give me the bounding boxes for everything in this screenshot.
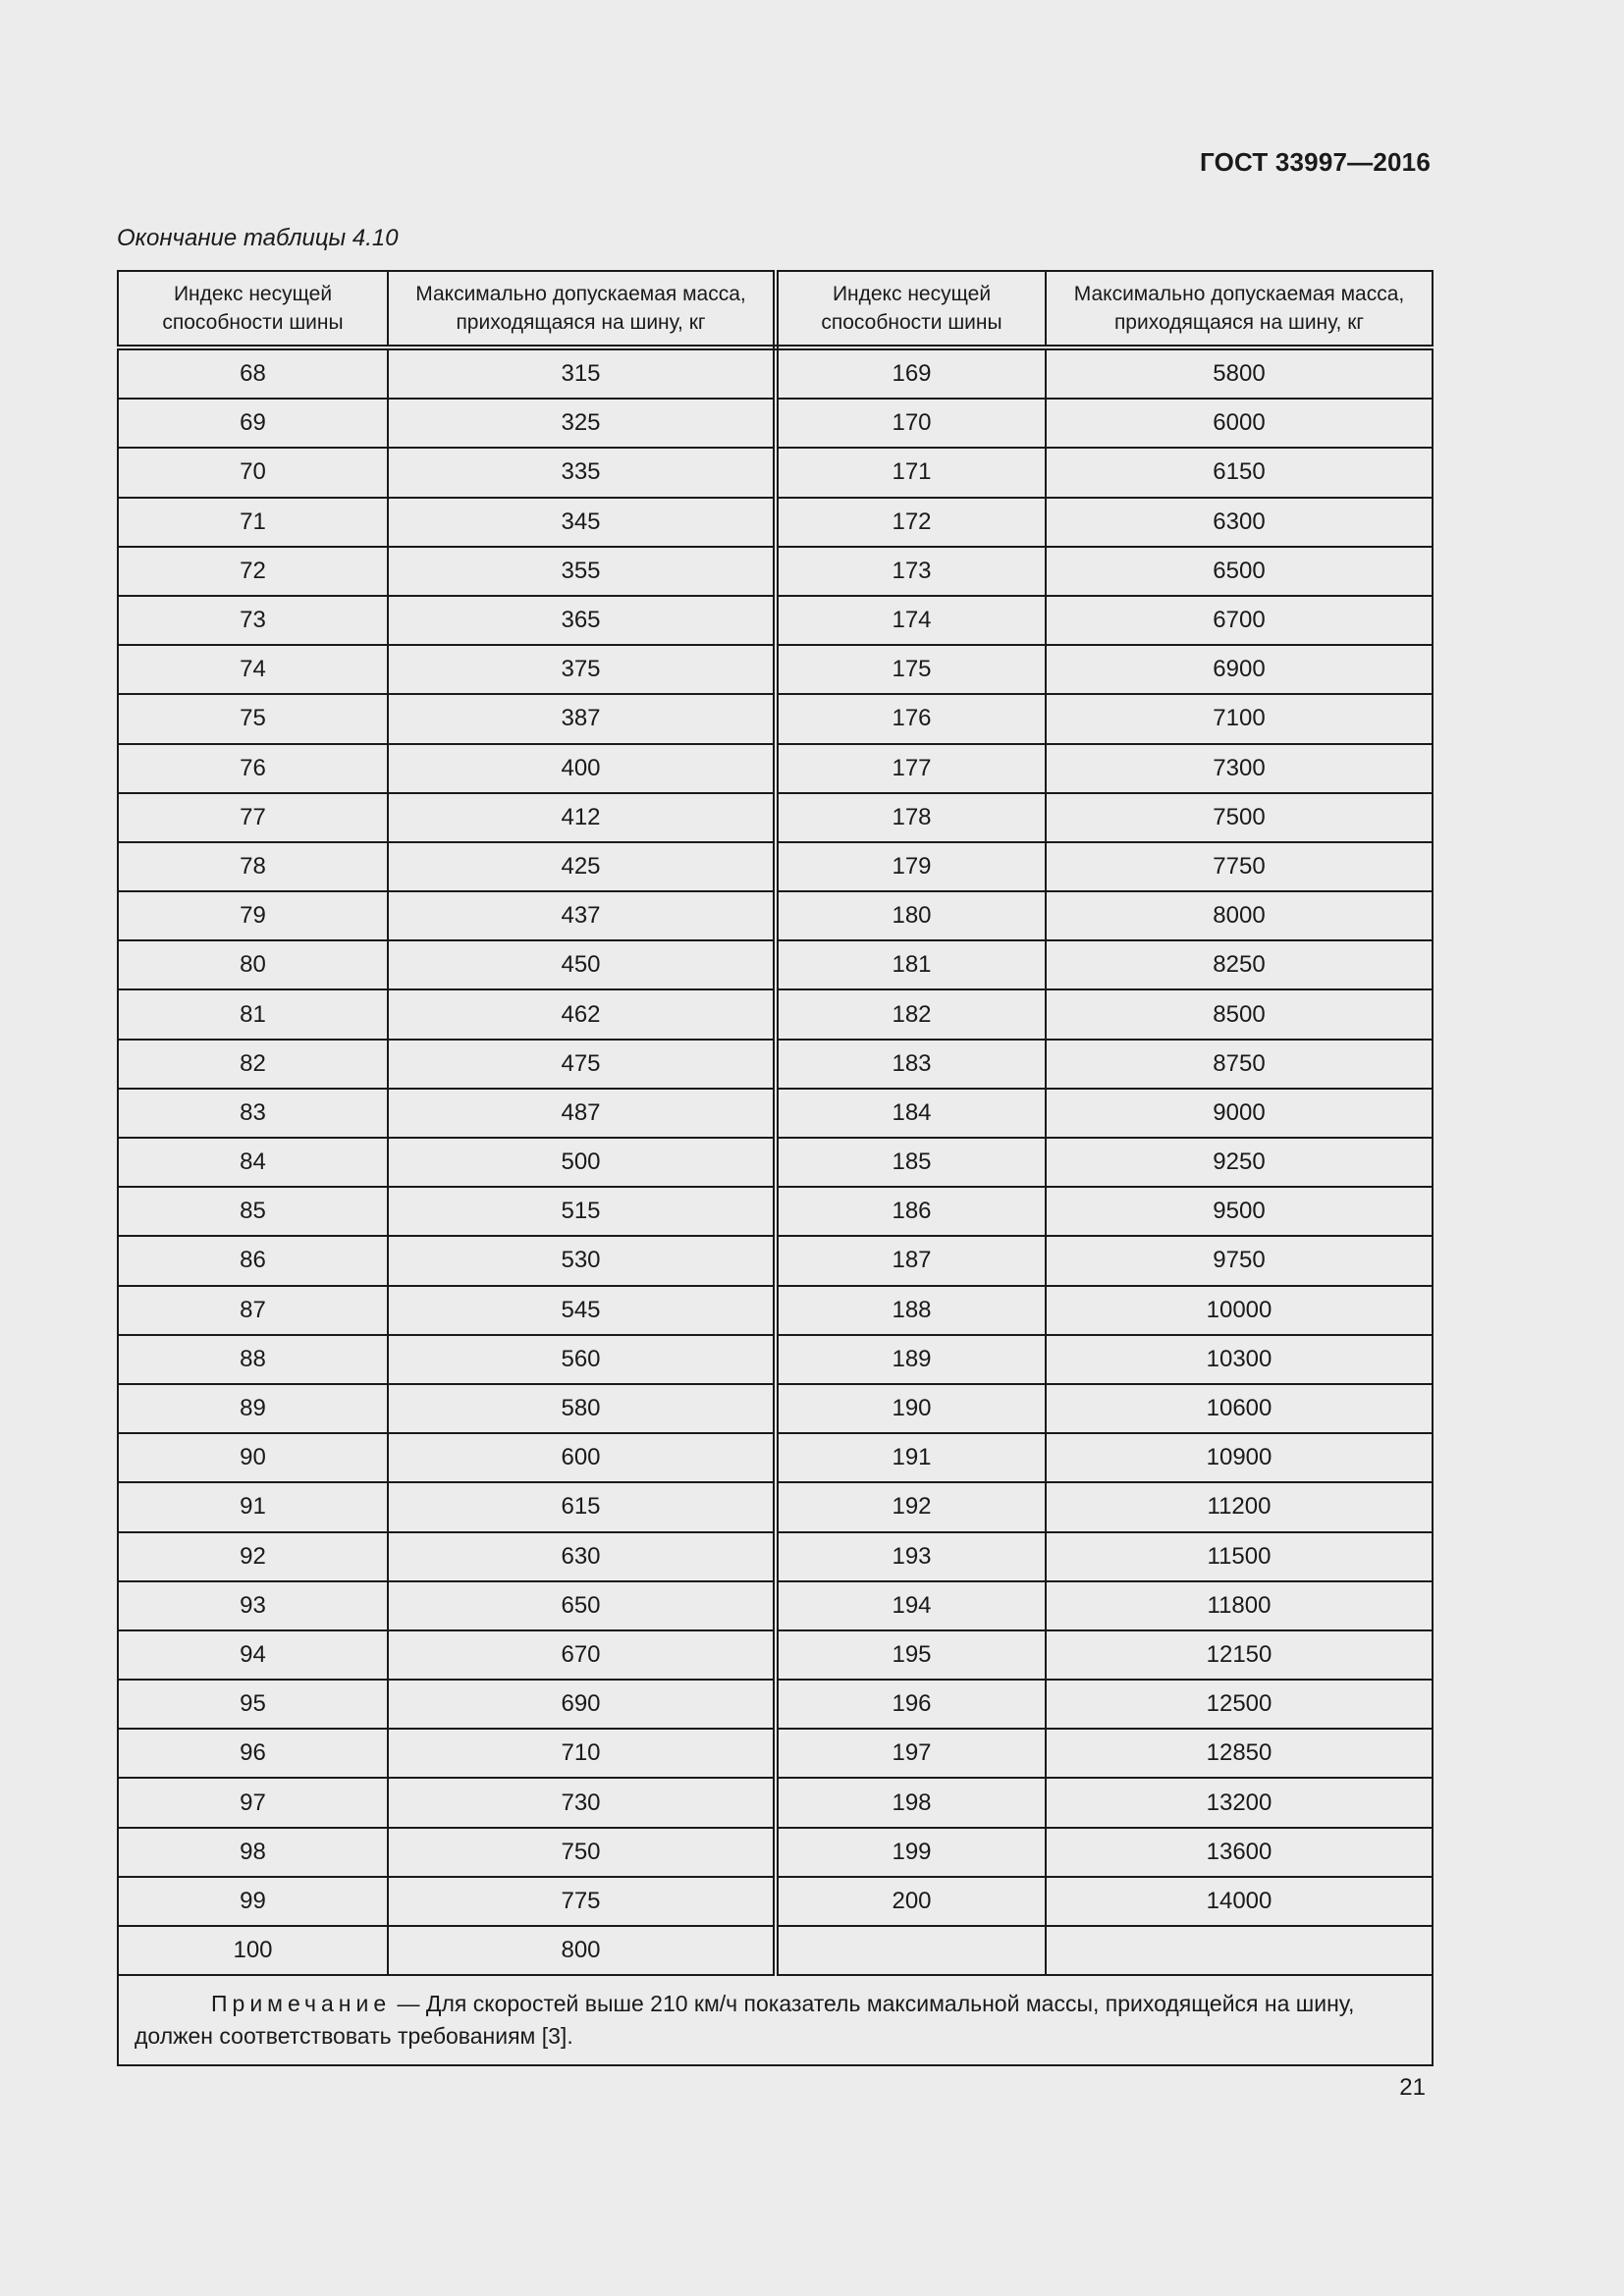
table-row — [118, 547, 1433, 596]
cell-max-mass-left: 730 — [388, 1778, 776, 1827]
cell-max-mass-right: 8250 — [1046, 940, 1433, 989]
cell-load-index-right: 196 — [776, 1680, 1046, 1729]
cell-load-index-right: 179 — [776, 842, 1046, 891]
load-index-table — [117, 270, 1434, 2066]
cell-max-mass-left: 425 — [388, 842, 776, 891]
cell-load-index-right: 187 — [776, 1236, 1046, 1285]
table-note — [118, 1975, 1433, 2065]
table-row — [118, 1729, 1433, 1778]
cell-load-index-right: 176 — [776, 694, 1046, 743]
cell-load-index-right: 178 — [776, 793, 1046, 842]
cell-max-mass-right: 6900 — [1046, 645, 1433, 694]
cell-load-index-left: 95 — [118, 1680, 388, 1729]
table-row — [118, 744, 1433, 793]
cell-max-mass-right: 6000 — [1046, 399, 1433, 448]
cell-load-index-left: 91 — [118, 1482, 388, 1531]
cell-load-index-right: 173 — [776, 547, 1046, 596]
cell-max-mass-left: 560 — [388, 1335, 776, 1384]
cell-max-mass-left: 325 — [388, 399, 776, 448]
table-row — [118, 793, 1433, 842]
table-row — [118, 498, 1433, 547]
cell-max-mass-left: 500 — [388, 1138, 776, 1187]
cell-load-index-left: 74 — [118, 645, 388, 694]
cell-max-mass-left: 710 — [388, 1729, 776, 1778]
cell-load-index-right: 170 — [776, 399, 1046, 448]
cell-max-mass-left: 335 — [388, 448, 776, 497]
cell-max-mass-right: 12850 — [1046, 1729, 1433, 1778]
cell-load-index-left: 86 — [118, 1236, 388, 1285]
cell-max-mass-right: 8750 — [1046, 1040, 1433, 1089]
cell-max-mass-right: 8000 — [1046, 891, 1433, 940]
cell-load-index-left: 97 — [118, 1778, 388, 1827]
cell-load-index-right: 195 — [776, 1630, 1046, 1680]
cell-load-index-right: 189 — [776, 1335, 1046, 1384]
cell-load-index-left: 80 — [118, 940, 388, 989]
cell-load-index-left: 81 — [118, 989, 388, 1039]
cell-load-index-right: 185 — [776, 1138, 1046, 1187]
cell-load-index-right: 174 — [776, 596, 1046, 645]
table-row — [118, 645, 1433, 694]
note-text: — Для скоростей выше 210 км/ч показатель максимальной массы, приходящейся на шину, должен соответствовать требованиям [3]. — [135, 1991, 1355, 2050]
cell-max-mass-right: 12150 — [1046, 1630, 1433, 1680]
table-row — [118, 347, 1433, 399]
cell-load-index-left: 84 — [118, 1138, 388, 1187]
cell-load-index-left: 88 — [118, 1335, 388, 1384]
cell-max-mass-left: 750 — [388, 1828, 776, 1877]
cell-max-mass-right: 9000 — [1046, 1089, 1433, 1138]
cell-load-index-right — [776, 1926, 1046, 1975]
cell-max-mass-right: 7300 — [1046, 744, 1433, 793]
cell-load-index-right: 181 — [776, 940, 1046, 989]
cell-load-index-left: 72 — [118, 547, 388, 596]
cell-load-index-right: 182 — [776, 989, 1046, 1039]
cell-max-mass-left: 400 — [388, 744, 776, 793]
cell-max-mass-right: 7500 — [1046, 793, 1433, 842]
cell-load-index-left: 96 — [118, 1729, 388, 1778]
table-row — [118, 1335, 1433, 1384]
cell-load-index-left: 94 — [118, 1630, 388, 1680]
cell-max-mass-right: 13200 — [1046, 1778, 1433, 1827]
cell-load-index-left: 77 — [118, 793, 388, 842]
cell-load-index-left: 68 — [118, 347, 388, 399]
cell-max-mass-left: 475 — [388, 1040, 776, 1089]
cell-max-mass-left: 515 — [388, 1187, 776, 1236]
cell-max-mass-right: 10300 — [1046, 1335, 1433, 1384]
cell-load-index-right: 169 — [776, 347, 1046, 399]
cell-load-index-right: 172 — [776, 498, 1046, 547]
table-row — [118, 1630, 1433, 1680]
cell-load-index-right: 171 — [776, 448, 1046, 497]
cell-load-index-right: 194 — [776, 1581, 1046, 1630]
table-row — [118, 1778, 1433, 1827]
cell-max-mass-left: 545 — [388, 1286, 776, 1335]
cell-load-index-left: 82 — [118, 1040, 388, 1089]
cell-load-index-left: 70 — [118, 448, 388, 497]
cell-load-index-right: 184 — [776, 1089, 1046, 1138]
table-row — [118, 1926, 1433, 1975]
cell-max-mass-right: 6300 — [1046, 498, 1433, 547]
cell-max-mass-left: 487 — [388, 1089, 776, 1138]
cell-load-index-left: 69 — [118, 399, 388, 448]
cell-load-index-left: 98 — [118, 1828, 388, 1877]
table-row — [118, 1040, 1433, 1089]
cell-max-mass-right: 11200 — [1046, 1482, 1433, 1531]
cell-load-index-right: 190 — [776, 1384, 1046, 1433]
cell-load-index-left: 93 — [118, 1581, 388, 1630]
cell-load-index-left: 85 — [118, 1187, 388, 1236]
cell-load-index-right: 200 — [776, 1877, 1046, 1926]
cell-max-mass-left: 800 — [388, 1926, 776, 1975]
cell-max-mass-right: 10900 — [1046, 1433, 1433, 1482]
cell-max-mass-right — [1046, 1926, 1433, 1975]
cell-max-mass-left: 690 — [388, 1680, 776, 1729]
table-row — [118, 842, 1433, 891]
cell-max-mass-left: 530 — [388, 1236, 776, 1285]
cell-load-index-right: 199 — [776, 1828, 1046, 1877]
table-row — [118, 1877, 1433, 1926]
cell-max-mass-left: 630 — [388, 1532, 776, 1581]
cell-max-mass-left: 580 — [388, 1384, 776, 1433]
cell-load-index-right: 177 — [776, 744, 1046, 793]
cell-load-index-left: 83 — [118, 1089, 388, 1138]
table-row — [118, 1286, 1433, 1335]
cell-load-index-right: 191 — [776, 1433, 1046, 1482]
cell-max-mass-right: 8500 — [1046, 989, 1433, 1039]
cell-load-index-left: 76 — [118, 744, 388, 793]
cell-load-index-left: 79 — [118, 891, 388, 940]
cell-max-mass-right: 10600 — [1046, 1384, 1433, 1433]
document-code: ГОСТ 33997—2016 — [1200, 147, 1431, 177]
cell-load-index-left: 73 — [118, 596, 388, 645]
cell-max-mass-right: 7750 — [1046, 842, 1433, 891]
table-row — [118, 1828, 1433, 1877]
header-load-index-left: Индекс несущей способности шины — [118, 271, 388, 347]
cell-max-mass-left: 462 — [388, 989, 776, 1039]
cell-max-mass-left: 775 — [388, 1877, 776, 1926]
table-row — [118, 1581, 1433, 1630]
table-row — [118, 694, 1433, 743]
cell-load-index-right: 188 — [776, 1286, 1046, 1335]
cell-load-index-left: 100 — [118, 1926, 388, 1975]
cell-max-mass-right: 12500 — [1046, 1680, 1433, 1729]
cell-max-mass-right: 6700 — [1046, 596, 1433, 645]
cell-load-index-right: 192 — [776, 1482, 1046, 1531]
cell-max-mass-right: 11800 — [1046, 1581, 1433, 1630]
cell-max-mass-right: 6150 — [1046, 448, 1433, 497]
cell-max-mass-left: 375 — [388, 645, 776, 694]
cell-max-mass-right: 6500 — [1046, 547, 1433, 596]
cell-max-mass-left: 412 — [388, 793, 776, 842]
note-label: Примечание — [211, 1991, 392, 2017]
note-row — [118, 1975, 1433, 2065]
cell-load-index-right: 198 — [776, 1778, 1046, 1827]
header-max-mass-right: Максимально допускаемая масса, приходящаяся на шину, кг — [1046, 271, 1433, 347]
table-body — [118, 347, 1433, 1975]
cell-load-index-right: 183 — [776, 1040, 1046, 1089]
cell-max-mass-left: 315 — [388, 347, 776, 399]
cell-max-mass-right: 7100 — [1046, 694, 1433, 743]
cell-load-index-right: 186 — [776, 1187, 1046, 1236]
cell-max-mass-right: 9250 — [1046, 1138, 1433, 1187]
cell-max-mass-left: 345 — [388, 498, 776, 547]
cell-load-index-left: 87 — [118, 1286, 388, 1335]
page-number: 21 — [1399, 2074, 1426, 2101]
table-row — [118, 448, 1433, 497]
table-row — [118, 1187, 1433, 1236]
cell-max-mass-left: 670 — [388, 1630, 776, 1680]
table-row — [118, 1433, 1433, 1482]
cell-max-mass-right: 14000 — [1046, 1877, 1433, 1926]
table-row — [118, 596, 1433, 645]
cell-load-index-left: 75 — [118, 694, 388, 743]
table-row — [118, 940, 1433, 989]
cell-load-index-left: 99 — [118, 1877, 388, 1926]
cell-max-mass-left: 387 — [388, 694, 776, 743]
cell-max-mass-left: 650 — [388, 1581, 776, 1630]
cell-max-mass-right: 9500 — [1046, 1187, 1433, 1236]
cell-load-index-left: 92 — [118, 1532, 388, 1581]
table-row — [118, 1680, 1433, 1729]
table-caption: Окончание таблицы 4.10 — [117, 225, 399, 251]
cell-max-mass-left: 450 — [388, 940, 776, 989]
cell-max-mass-right: 9750 — [1046, 1236, 1433, 1285]
cell-load-index-left: 71 — [118, 498, 388, 547]
table-row — [118, 989, 1433, 1039]
header-load-index-right: Индекс несущей способности шины — [776, 271, 1046, 347]
cell-load-index-left: 89 — [118, 1384, 388, 1433]
table-header-row — [118, 271, 1433, 347]
cell-max-mass-right: 11500 — [1046, 1532, 1433, 1581]
table-row — [118, 1236, 1433, 1285]
cell-load-index-right: 193 — [776, 1532, 1046, 1581]
cell-load-index-right: 180 — [776, 891, 1046, 940]
cell-max-mass-left: 365 — [388, 596, 776, 645]
table-row — [118, 1532, 1433, 1581]
cell-max-mass-right: 10000 — [1046, 1286, 1433, 1335]
cell-load-index-left: 90 — [118, 1433, 388, 1482]
cell-max-mass-left: 355 — [388, 547, 776, 596]
table-row — [118, 1138, 1433, 1187]
cell-max-mass-right: 5800 — [1046, 347, 1433, 399]
cell-max-mass-left: 615 — [388, 1482, 776, 1531]
cell-load-index-right: 197 — [776, 1729, 1046, 1778]
cell-max-mass-right: 13600 — [1046, 1828, 1433, 1877]
cell-max-mass-left: 600 — [388, 1433, 776, 1482]
table-row — [118, 1384, 1433, 1433]
cell-load-index-right: 175 — [776, 645, 1046, 694]
table-row — [118, 891, 1433, 940]
table-row — [118, 1482, 1433, 1531]
table-row — [118, 399, 1433, 448]
cell-max-mass-left: 437 — [388, 891, 776, 940]
header-max-mass-left: Максимально допускаемая масса, приходящаяся на шину, кг — [388, 271, 776, 347]
table-row — [118, 1089, 1433, 1138]
cell-load-index-left: 78 — [118, 842, 388, 891]
